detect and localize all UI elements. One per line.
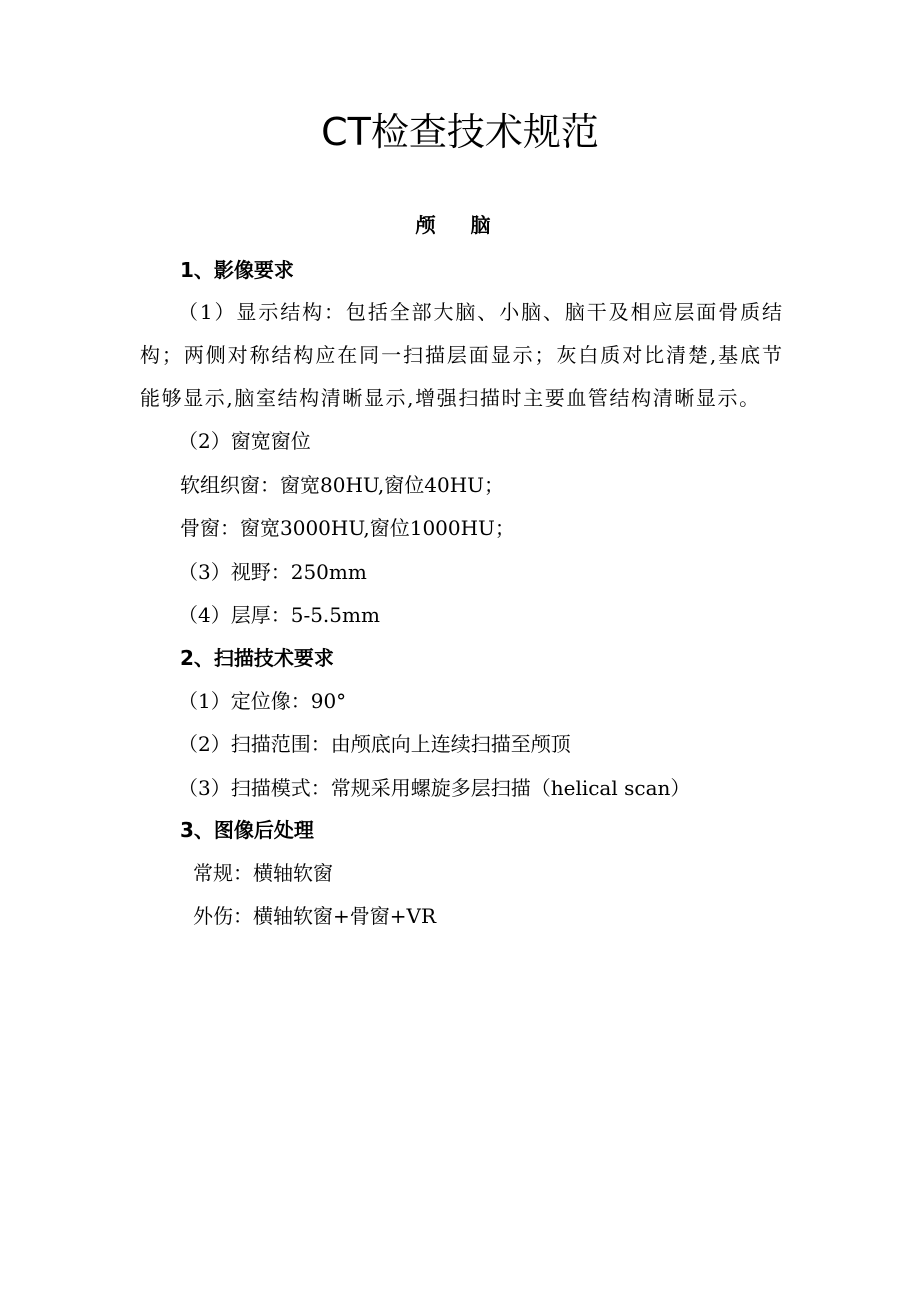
paragraph-line: （1）显示结构：包括全部大脑、小脑、脑干及相应层面骨质结 [178, 300, 782, 324]
bone-window: 骨窗：窗宽3000HU,窗位1000HU； [180, 516, 515, 540]
section-title: 颅 脑 [415, 213, 505, 237]
item-window: （2）窗宽窗位 [178, 429, 311, 453]
paragraph-line: 能够显示,脑室结构清晰显示,增强扫描时主要血管结构清晰显示。 [140, 386, 761, 410]
document-title: CT检查技术规范 [321, 110, 599, 154]
heading-post-processing: 3、图像后处理 [180, 818, 314, 842]
heading-scan-requirements: 2、扫描技术要求 [180, 646, 334, 670]
scan-item: （3）扫描模式：常规采用螺旋多层扫描（helical scan） [178, 776, 691, 800]
item-fov: （3）视野：250mm [178, 560, 367, 584]
item-slice-thickness: （4）层厚：5-5.5mm [178, 603, 380, 627]
scan-item: （1）定位像：90° [178, 689, 347, 713]
post-item: 外伤：横轴软窗+骨窗+VR [193, 904, 437, 928]
post-item: 常规：横轴软窗 [193, 861, 333, 885]
heading-image-requirements: 1、影像要求 [180, 258, 294, 282]
paragraph-line: 构；两侧对称结构应在同一扫描层面显示；灰白质对比清楚,基底节 [140, 343, 782, 367]
soft-tissue-window: 软组织窗：窗宽80HU,窗位40HU； [180, 473, 505, 497]
scan-item: （2）扫描范围：由颅底向上连续扫描至颅顶 [178, 732, 571, 756]
